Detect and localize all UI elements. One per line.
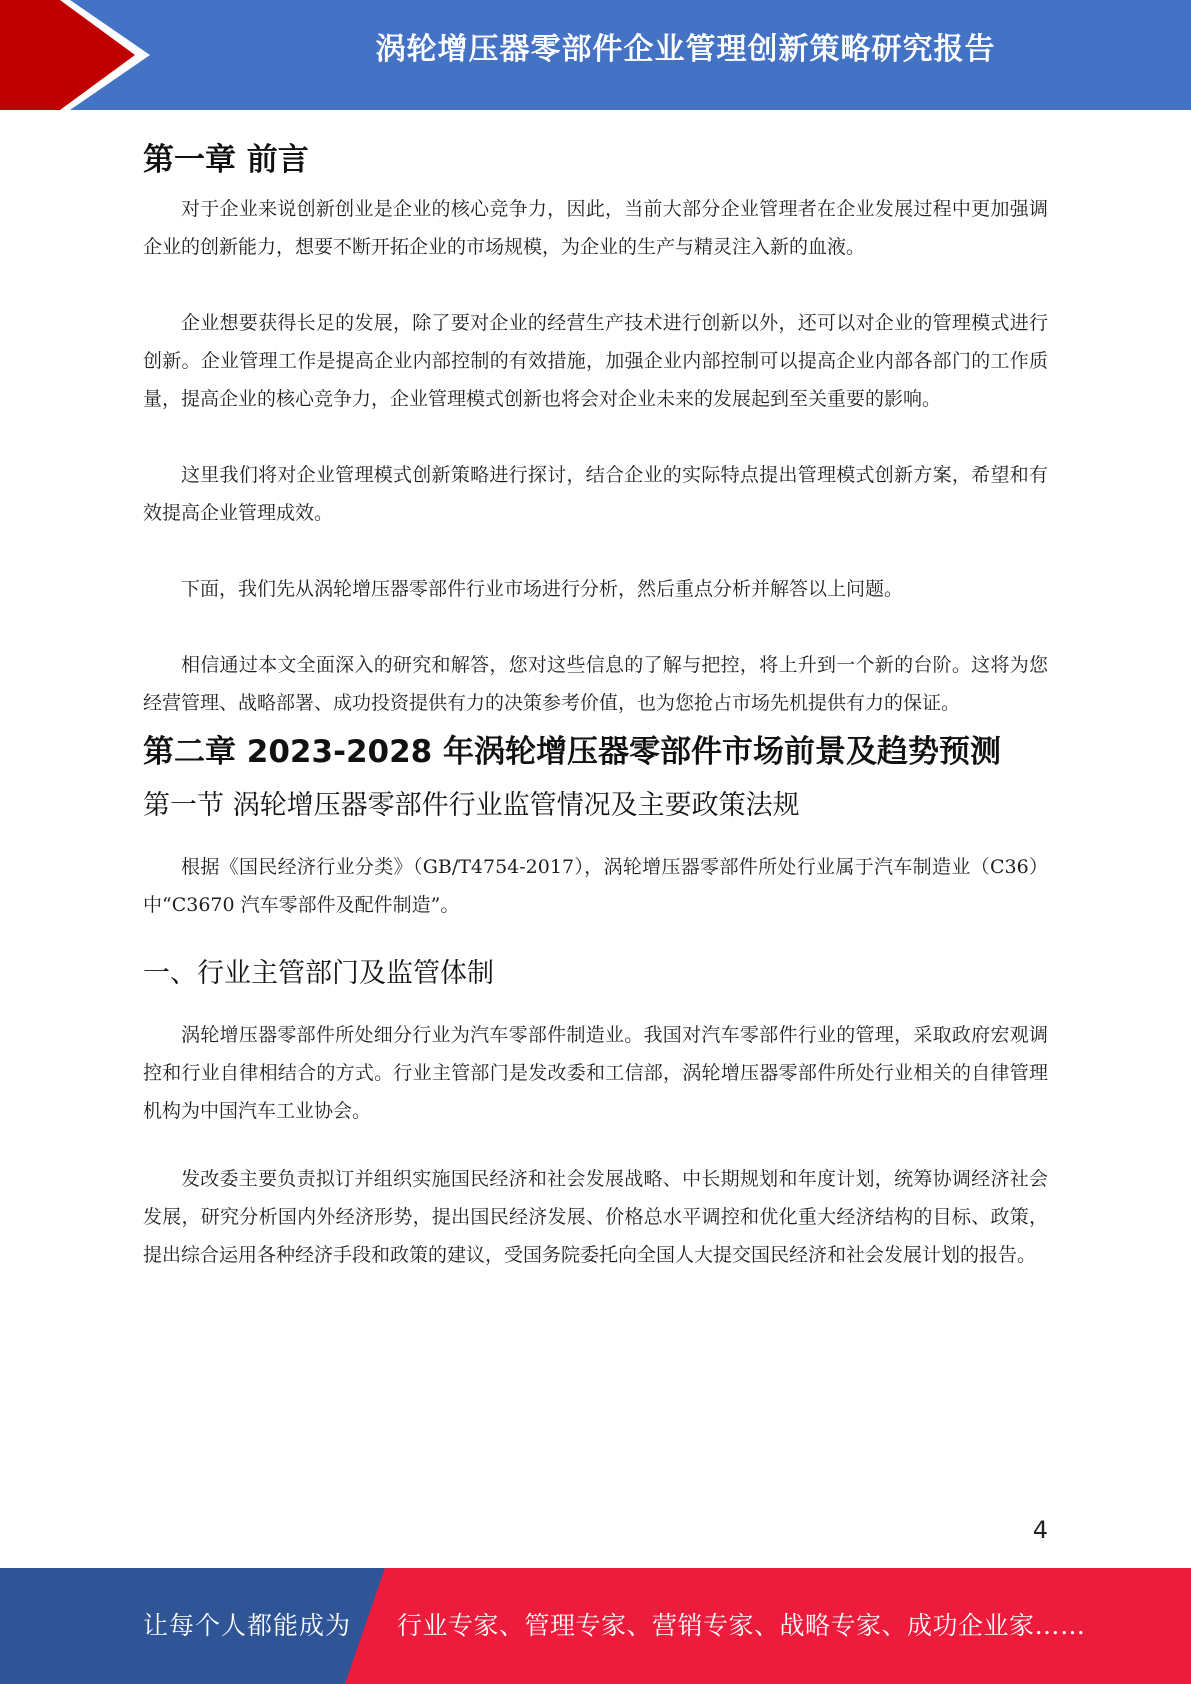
paragraph: 这里我们将对企业管理模式创新策略进行探讨，结合企业的实际特点提出管理模式创新方案，希望和有效提高企业管理成效。 xyxy=(143,464,1048,524)
document-body xyxy=(143,130,1048,1274)
subsection-1-heading: 一、行业主管部门及监管体制 xyxy=(143,958,494,989)
paragraph: 发改委主要负责拟订并组织实施国民经济和社会发展战略、中长期规划和年度计划，统筹协调经济社会发展，研究分析国内外经济形势，提出国民经济发展、价格总水平调控和优化重大经济结构的目标、政策，提出综合运用各种经济手段和政策的建议，受国务院委托向全国人大提交国民经济和社会发展计划的报告。 xyxy=(143,1168,1048,1266)
page-number: 4 xyxy=(1032,1516,1048,1544)
footer-banner xyxy=(0,1568,1191,1684)
section-1-heading: 第一节 涡轮增压器零部件行业监管情况及主要政策法规 xyxy=(143,790,800,821)
paragraph: 对于企业来说创新创业是企业的核心竞争力，因此，当前大部分企业管理者在企业发展过程中更加强调企业的创新能力，想要不断开拓企业的市场规模，为企业的生产与精灵注入新的血液。 xyxy=(143,198,1048,258)
paragraph: 涡轮增压器零部件所处细分行业为汽车零部件制造业。我国对汽车零部件行业的管理，采取政府宏观调控和行业自律相结合的方式。行业主管部门是发改委和工信部，涡轮增压器零部件所处行业相关的自律管理机构为中国汽车工业协会。 xyxy=(143,1024,1048,1122)
chapter-1-heading: 第一章 前言 xyxy=(143,142,309,178)
paragraph: 根据《国民经济行业分类》（GB/T4754-2017），涡轮增压器零部件所处行业属于汽车制造业（C36）中“C3670 汽车零部件及配件制造”。 xyxy=(143,856,1048,916)
chapter-2-heading: 第二章 2023-2028 年涡轮增压器零部件市场前景及趋势预测 xyxy=(143,734,1002,770)
paragraph: 企业想要获得长足的发展，除了要对企业的经营生产技术进行创新以外，还可以对企业的管理模式进行创新。企业管理工作是提高企业内部控制的有效措施，加强企业内部控制可以提高企业内部各部门的工作质量，提高企业的核心竞争力，企业管理模式创新也将会对企业未来的发展起到至关重要的影响。 xyxy=(143,312,1048,410)
footer-slogan-left: 让每个人都能成为 xyxy=(143,1611,352,1640)
paragraph: 下面，我们先从涡轮增压器零部件行业市场进行分析，然后重点分析并解答以上问题。 xyxy=(181,578,904,600)
footer-slogan-right: 行业专家、管理专家、营销专家、战略专家、成功企业家…… xyxy=(397,1611,1086,1640)
red-chevron-icon xyxy=(0,0,150,110)
report-title: 涡轮增压器零部件企业管理创新策略研究报告 xyxy=(375,32,996,67)
header-banner xyxy=(0,0,1191,110)
paragraph: 相信通过本文全面深入的研究和解答，您对这些信息的了解与把控，将上升到一个新的台阶。这将为您经营管理、战略部署、成功投资提供有力的决策参考价值，也为您抢占市场先机提供有力的保证。 xyxy=(143,654,1048,714)
